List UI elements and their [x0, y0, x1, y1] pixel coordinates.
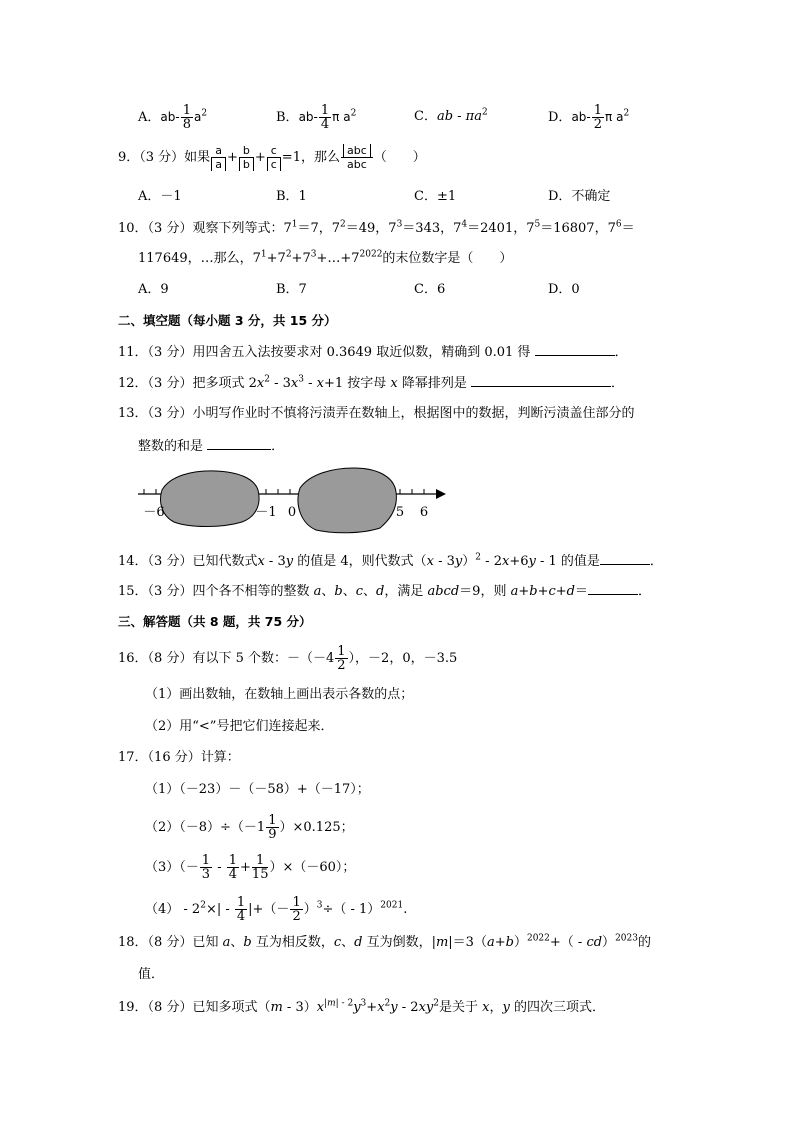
- q9-option-c[interactable]: C．±1: [414, 189, 457, 204]
- question-15: 15．（3 分）四个各不相等的整数 a、b、c、d，满足 abcd＝9，则 a+b+c+d＝ ．: [118, 584, 652, 599]
- q10-option-b[interactable]: B．7: [276, 282, 307, 297]
- q10-option-c[interactable]: C．6: [414, 282, 446, 297]
- question-13-line1: 13．（3 分）小明写作业时不慎将污渍弄在数轴上，根据图中的数据，判断污渍盖住部分的: [118, 406, 635, 421]
- ink-blot-right: [298, 468, 396, 533]
- q17-sub4: $(4) - 2^2\times|$ - $\frac{1}{4}$ |+（－ $\frac{1}{2}$ ）$^3$÷（ - 1）$^{2021}$.: [145, 895, 408, 924]
- q8-option-a[interactable]: A．ab- $\frac{1}{8}$ $a^2$: [138, 103, 208, 132]
- arrow-head-icon: [436, 489, 446, 499]
- answer-blank-12[interactable]: [471, 374, 611, 387]
- tick-label-0: 0: [287, 505, 297, 520]
- q17-sub3: （3）（－ $\frac{1}{3}$ - $\frac{1}{4}$ + $\frac{1}{15}$ ）×（－60）；: [145, 853, 356, 882]
- question-18-line2: 值．: [138, 967, 165, 982]
- ink-blot-left: [161, 471, 260, 527]
- tick-label-neg1: －1: [255, 505, 277, 520]
- question-19: 19．（8 分）已知多项式$(m - 3)x^{|m| - 2}y^3+x^2y - 2xy^2$是关于 x，y 的四次三项式．: [118, 998, 605, 1015]
- answer-blank-15[interactable]: [588, 582, 638, 595]
- question-10-line1: 10．（3 分）观察下列等式：$7^1=7$，$7^2=49$，$7^3=343$，$7^4=2401$，$7^5=16807$，$7^6=$: [118, 219, 635, 236]
- section-3-heading: 三、解答题（共 8 题，共 75 分）: [118, 614, 312, 629]
- q8-option-d[interactable]: D．ab- $\frac{1}{2}$ π $a^2$: [548, 103, 630, 132]
- q17-sub2: （2）（－8）÷（－1 $\frac{1}{9}$ ）×0.125；: [145, 813, 354, 842]
- question-16: 16．（8 分）有以下 5 个数：－（－4 $\frac{1}{2}$ ），－2，0，－3.5: [118, 644, 458, 673]
- tick-label-5: 5: [395, 505, 405, 520]
- q8-option-c[interactable]: C．ab - $\pi a^2$: [414, 107, 488, 124]
- question-13-line2: 整数的和是 ．: [138, 439, 285, 454]
- answer-blank-14[interactable]: [600, 552, 650, 565]
- q10-option-d[interactable]: D．0: [548, 282, 580, 297]
- answer-blank-11[interactable]: [535, 343, 615, 356]
- question-9: 9．（3 分）如果 $\frac{a}{a}$ + $\frac{b}{b}$ + $\frac{c}{c}$ =1，那么 $\frac{\text{abc}}{\text{abc}}$ （ ）: [118, 144, 426, 171]
- question-10-line2: 117649，…那么，$7^1+7^2+7^3+\dots+7^{2022}$的末位数字是（ ）: [138, 249, 513, 266]
- tick-label-6: 6: [419, 505, 429, 520]
- question-14: 14．（3 分）已知代数式x - 3y 的值是 4，则代数式（x - 3y）$^2$ - 2x+6y - 1 的值是 ．: [118, 552, 663, 569]
- question-12: 12．（3 分）把多项式 $2x^2 - 3x^3 - x+1$ 按字母 x 降幂排列是 ．: [118, 374, 625, 391]
- question-18-line1: 18．（8 分）已知 a、b 互为相反数，c、d 互为倒数，$|m|=3(a+b)^{2022}+( - cd)^{2023}$的: [118, 933, 651, 950]
- answer-blank-13[interactable]: [207, 437, 271, 450]
- q17-sub1: （1）（－23）－（－58）+（－17）；: [145, 782, 370, 797]
- section-2-heading: 二、填空题（每小题 3 分，共 15 分）: [118, 313, 337, 328]
- question-11: 11．（3 分）用四舍五入法按要求对 0.3649 取近似数，精确到 0.01 得 ．: [118, 345, 628, 360]
- q10-option-a[interactable]: A．9: [138, 282, 169, 297]
- tick-label-neg6: －6: [143, 505, 165, 520]
- q9-option-a[interactable]: A．－1: [138, 189, 182, 204]
- question-17: 17．（16 分）计算：: [118, 750, 240, 765]
- q9-option-d[interactable]: D．不确定: [548, 189, 611, 204]
- q16-sub2: （2）用“<”号把它们连接起来．: [145, 719, 334, 734]
- q9-option-b[interactable]: B．1: [276, 189, 307, 204]
- q16-sub1: （1）画出数轴，在数轴上画出表示各数的点；: [145, 687, 414, 702]
- q8-option-b[interactable]: B．ab- $\frac{1}{4}$ π $a^2$: [276, 103, 357, 132]
- number-line-figure: [130, 462, 460, 534]
